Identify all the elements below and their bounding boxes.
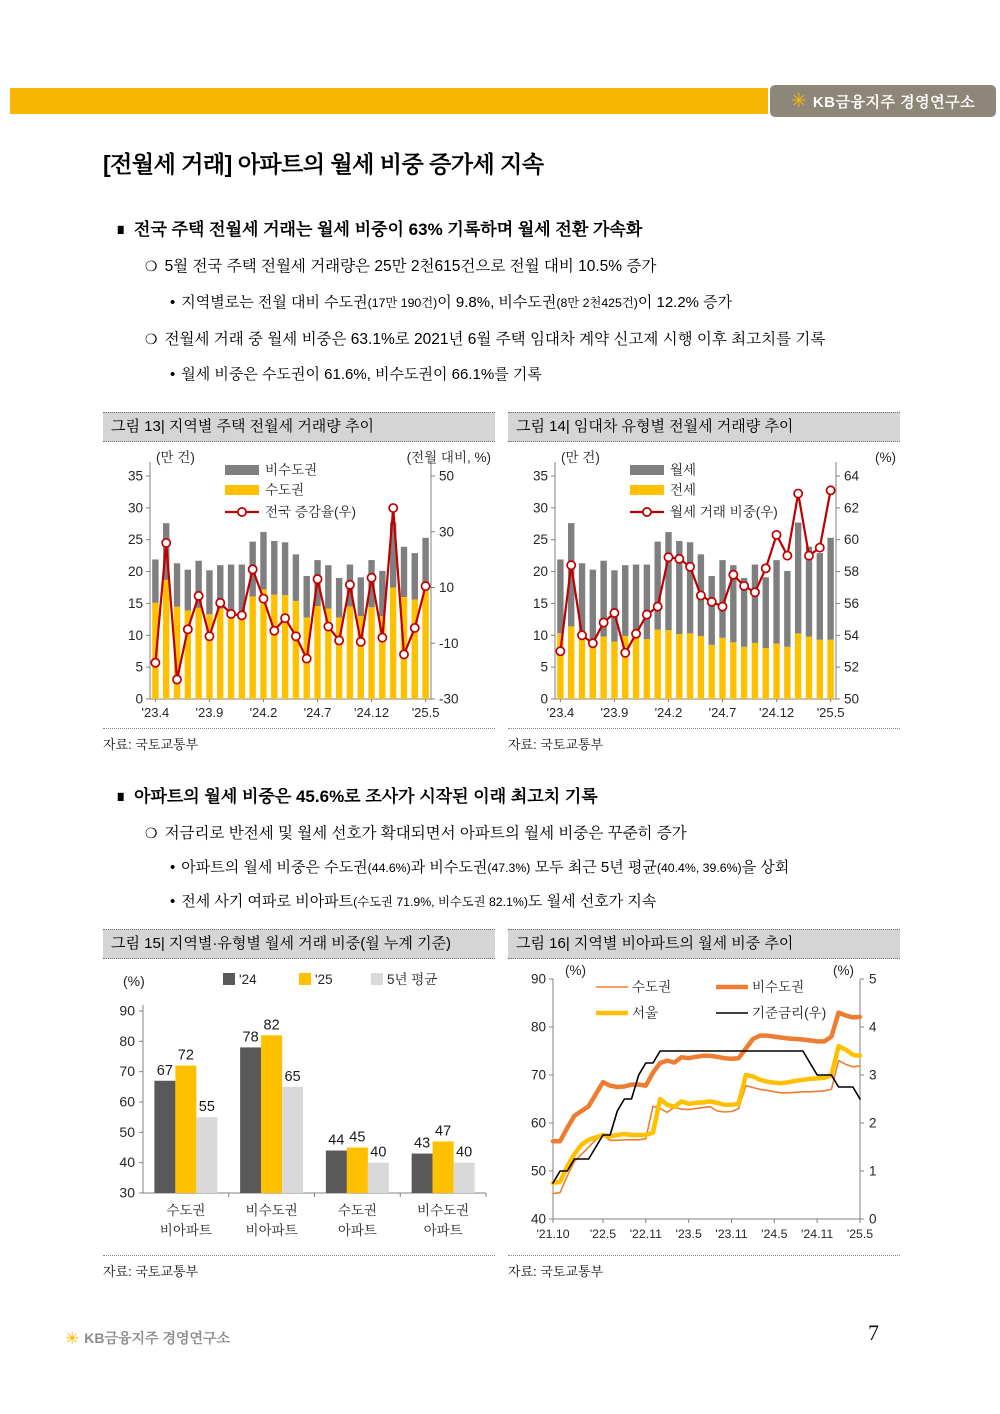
svg-text:서울: 서울 <box>632 1005 659 1021</box>
svg-text:-30: -30 <box>439 691 459 707</box>
section-1-heading-text: 전국 주택 전월세 거래는 월세 비중이 63% 기록하며 월세 전환 가속화 <box>134 220 643 239</box>
svg-text:60: 60 <box>844 532 860 548</box>
svg-text:50: 50 <box>119 1123 135 1140</box>
square-bullet-icon: ■ <box>117 787 125 806</box>
svg-text:월세: 월세 <box>670 462 697 478</box>
text-segment: 이 12.2% 증가 <box>637 294 733 311</box>
bullet-1-2 <box>145 327 825 349</box>
text-segment: 저금리로 반전세 및 월세 선호가 확대되면서 아파트의 월세 비중은 꾸준히 증가 <box>164 825 687 842</box>
svg-text:55: 55 <box>198 1099 215 1116</box>
figure-14 <box>508 412 900 753</box>
sub-bullet-1-2-1 <box>170 363 542 384</box>
figure-14-source: 자료: 국토교통부 <box>508 728 900 753</box>
svg-text:아파트: 아파트 <box>337 1223 377 1238</box>
svg-text:40: 40 <box>119 1154 135 1171</box>
svg-text:47: 47 <box>435 1123 452 1140</box>
svg-text:'22.5: '22.5 <box>589 1227 617 1241</box>
section-2-heading <box>117 782 598 807</box>
svg-text:10: 10 <box>532 627 548 643</box>
svg-text:70: 70 <box>119 1063 135 1080</box>
svg-text:'24.12: '24.12 <box>354 705 390 720</box>
kb-star-icon: ✳ <box>790 90 807 112</box>
svg-text:(만 건): (만 건) <box>156 450 195 465</box>
svg-text:'24.2: '24.2 <box>249 705 278 720</box>
svg-text:30: 30 <box>119 1184 135 1201</box>
svg-text:80: 80 <box>119 1032 135 1049</box>
svg-text:월세 거래 비중(우): 월세 거래 비중(우) <box>670 504 778 520</box>
svg-text:(%): (%) <box>833 963 854 978</box>
bullet-2-1 <box>145 821 687 843</box>
svg-text:아파트: 아파트 <box>423 1223 463 1238</box>
bullet-text <box>165 258 657 275</box>
text-segment: 과 비수도권 <box>410 859 488 876</box>
svg-text:'25.5: '25.5 <box>846 1227 874 1241</box>
text-segment: (40.4%, 39.6%) <box>656 861 742 875</box>
svg-text:'23.9: '23.9 <box>600 705 629 720</box>
svg-text:수도권: 수도권 <box>337 1203 377 1218</box>
svg-text:수도권: 수도권 <box>265 482 305 498</box>
svg-text:20: 20 <box>532 564 548 580</box>
svg-text:(%): (%) <box>875 450 896 465</box>
svg-text:67: 67 <box>156 1062 173 1079</box>
figure-14-chart <box>508 444 900 724</box>
svg-text:'23.4: '23.4 <box>141 705 170 720</box>
page-title: [전월세 거래] 아파트의 월세 비중 증가세 지속 <box>103 151 544 177</box>
legend <box>223 971 437 987</box>
text-segment: 전세 사기 여파로 비아파트 <box>181 893 354 910</box>
svg-text:60: 60 <box>119 1093 135 1110</box>
circle-bullet-icon: ❍ <box>145 825 158 841</box>
svg-text:30: 30 <box>127 500 143 516</box>
figure-16 <box>508 929 900 1280</box>
svg-text:'21.10: '21.10 <box>536 1227 570 1241</box>
svg-text:80: 80 <box>530 1019 546 1035</box>
svg-text:20: 20 <box>127 564 143 580</box>
svg-text:58: 58 <box>844 564 860 580</box>
svg-text:비수도권: 비수도권 <box>752 979 805 995</box>
svg-text:(만 건): (만 건) <box>561 450 600 465</box>
section-2-heading-text: 아파트의 월세 비중은 45.6%로 조사가 시작된 이래 최고치 기록 <box>134 787 598 806</box>
svg-text:90: 90 <box>119 1002 135 1019</box>
svg-text:전세: 전세 <box>670 482 697 498</box>
svg-text:35: 35 <box>127 468 143 484</box>
svg-text:0: 0 <box>135 691 143 707</box>
text-segment: 이 9.8%, 비수도권 <box>437 294 557 311</box>
svg-text:5: 5 <box>135 659 143 675</box>
svg-text:50: 50 <box>844 691 860 707</box>
figure-14-title: 그림 14| 임대차 유형별 전월세 거래량 추이 <box>508 412 900 442</box>
figure-13-chart <box>103 444 495 724</box>
text-segment: (8만 2천425건) <box>556 296 638 310</box>
svg-text:60: 60 <box>530 1115 546 1131</box>
svg-text:54: 54 <box>844 627 860 643</box>
bullet-1-1 <box>145 254 656 276</box>
svg-text:25: 25 <box>532 532 548 548</box>
bullet-text <box>165 331 826 348</box>
sub-bullet-text <box>181 294 732 311</box>
svg-text:62: 62 <box>844 500 860 516</box>
bullet-text <box>165 825 687 842</box>
sub-bullet-2-1-1 <box>170 856 789 877</box>
figure-15-source: 자료: 국토교통부 <box>103 1255 495 1280</box>
svg-text:40: 40 <box>456 1144 473 1161</box>
text-segment: 도 월세 선호가 지속 <box>527 893 657 910</box>
header-brand-text: KB금융지주 경영연구소 <box>812 93 976 111</box>
svg-text:65: 65 <box>284 1068 301 1085</box>
svg-text:비수도권: 비수도권 <box>245 1203 298 1218</box>
svg-text:'24: '24 <box>239 972 257 987</box>
svg-text:70: 70 <box>530 1067 546 1083</box>
svg-text:'23.5: '23.5 <box>675 1227 702 1241</box>
svg-text:(%): (%) <box>123 973 145 989</box>
text-segment: 5월 전국 주택 전월세 거래량은 25만 2천615건으로 전월 대비 10.5% 증가 <box>164 258 657 275</box>
footer-brand-text: KB금융지주 경영연구소 <box>84 1330 231 1346</box>
svg-text:40: 40 <box>530 1211 546 1227</box>
header-brand-logo <box>770 85 996 117</box>
svg-text:30: 30 <box>439 524 455 540</box>
svg-text:0: 0 <box>540 691 548 707</box>
figure-13-source: 자료: 국토교통부 <box>103 728 495 753</box>
line-series <box>151 504 429 684</box>
sub-bullet-text <box>181 366 542 383</box>
svg-text:'23.11: '23.11 <box>715 1227 748 1241</box>
svg-text:4: 4 <box>869 1019 877 1035</box>
sub-bullet-text <box>181 859 789 876</box>
footer-brand-logo <box>65 1328 230 1348</box>
text-segment: 지역별로는 전월 대비 수도권 <box>181 294 368 311</box>
figure-15-chart <box>103 961 495 1251</box>
svg-text:78: 78 <box>242 1029 259 1046</box>
svg-text:'25: '25 <box>315 972 333 987</box>
svg-text:50: 50 <box>530 1163 546 1179</box>
svg-text:15: 15 <box>532 595 548 611</box>
svg-text:5: 5 <box>869 971 877 987</box>
sub-bullet-2-1-2 <box>170 890 656 911</box>
figure-13 <box>103 412 495 753</box>
svg-text:기준금리(우): 기준금리(우) <box>752 1005 827 1021</box>
text-segment: (44.6%) <box>367 861 411 875</box>
svg-text:'24.5: '24.5 <box>761 1227 788 1241</box>
text-segment: 월세 비중은 수도권이 61.6%, 비수도권이 66.1%를 기록 <box>181 366 542 383</box>
svg-text:44: 44 <box>328 1132 345 1149</box>
dot-bullet-icon: • <box>170 893 176 910</box>
figure-15 <box>103 929 495 1280</box>
legend <box>596 979 826 1021</box>
svg-text:10: 10 <box>127 627 143 643</box>
svg-text:15: 15 <box>127 595 143 611</box>
svg-text:25: 25 <box>127 532 143 548</box>
svg-text:30: 30 <box>532 500 548 516</box>
text-segment: (47.3%) <box>487 861 531 875</box>
svg-text:'24.11: '24.11 <box>801 1227 834 1241</box>
svg-text:1: 1 <box>869 1163 877 1179</box>
kb-star-icon: ✳ <box>65 1328 80 1348</box>
dot-bullet-icon: • <box>170 366 176 383</box>
dot-bullet-icon: • <box>170 294 176 311</box>
sub-bullet-text <box>181 893 656 910</box>
svg-text:(%): (%) <box>565 963 586 978</box>
figure-13-title: 그림 13| 지역별 주택 전월세 거래량 추이 <box>103 412 495 442</box>
page-number: 7 <box>868 1320 879 1345</box>
dot-bullet-icon: • <box>170 859 176 876</box>
svg-text:비수도권: 비수도권 <box>265 462 318 478</box>
svg-text:수도권: 수도권 <box>632 979 672 995</box>
svg-text:'24.12: '24.12 <box>759 705 795 720</box>
svg-text:2: 2 <box>869 1115 877 1131</box>
svg-text:'23.4: '23.4 <box>546 705 575 720</box>
svg-text:45: 45 <box>349 1129 366 1146</box>
section-1-heading <box>117 215 642 240</box>
svg-text:3: 3 <box>869 1067 877 1083</box>
header-accent-bar <box>10 88 768 114</box>
svg-text:5: 5 <box>540 659 548 675</box>
figure-15-title: 그림 15| 지역별·유형별 월세 거래 비중(월 누계 기준) <box>103 929 495 959</box>
circle-bullet-icon: ❍ <box>145 258 158 274</box>
svg-text:비아파트: 비아파트 <box>159 1223 212 1238</box>
figure-16-source: 자료: 국토교통부 <box>508 1255 900 1280</box>
line-series <box>553 1013 860 1194</box>
text-segment: (17만 190건) <box>367 296 438 310</box>
text-segment: 을 상회 <box>741 859 790 876</box>
text-segment: 아파트의 월세 비중은 수도권 <box>181 859 368 876</box>
svg-text:56: 56 <box>844 595 860 611</box>
svg-text:43: 43 <box>414 1135 431 1152</box>
svg-text:-10: -10 <box>439 635 459 651</box>
legend <box>225 462 356 520</box>
svg-text:50: 50 <box>439 468 455 484</box>
svg-text:82: 82 <box>263 1017 280 1034</box>
circle-bullet-icon: ❍ <box>145 331 158 347</box>
text-segment: 모두 최근 5년 평균 <box>530 859 657 876</box>
svg-text:수도권: 수도권 <box>166 1203 206 1218</box>
svg-text:40: 40 <box>370 1144 387 1161</box>
svg-text:'22.11: '22.11 <box>629 1227 662 1241</box>
svg-text:52: 52 <box>844 659 860 675</box>
svg-text:(전월 대비, %): (전월 대비, %) <box>406 450 491 465</box>
svg-text:'23.9: '23.9 <box>195 705 224 720</box>
figure-16-title: 그림 16| 지역별 비아파트의 월세 비중 추이 <box>508 929 900 959</box>
svg-text:'24.7: '24.7 <box>708 705 737 720</box>
svg-text:0: 0 <box>869 1211 877 1227</box>
svg-text:'24.2: '24.2 <box>654 705 683 720</box>
svg-text:64: 64 <box>844 468 860 484</box>
svg-text:비수도권: 비수도권 <box>417 1203 470 1218</box>
figure-16-chart <box>508 961 900 1251</box>
svg-text:'25.5: '25.5 <box>816 705 845 720</box>
square-bullet-icon: ■ <box>117 220 125 239</box>
svg-text:72: 72 <box>177 1047 194 1064</box>
sub-bullet-1-1-1 <box>170 291 732 312</box>
svg-text:90: 90 <box>530 971 546 987</box>
svg-text:비아파트: 비아파트 <box>245 1223 298 1238</box>
svg-text:전국 증감율(우): 전국 증감율(우) <box>265 504 356 520</box>
text-segment: (수도권 71.9%, 비수도권 82.1%) <box>353 895 528 909</box>
svg-text:35: 35 <box>532 468 548 484</box>
svg-text:5년 평균: 5년 평균 <box>387 972 438 987</box>
svg-text:10: 10 <box>439 580 455 595</box>
svg-text:'25.5: '25.5 <box>411 705 440 720</box>
text-segment: 전월세 거래 중 월세 비중은 63.1%로 2021년 6월 주택 임대차 계약 신고제 시행 이후 최고치를 기록 <box>164 331 826 348</box>
svg-text:'24.7: '24.7 <box>303 705 332 720</box>
bars-group <box>557 523 834 699</box>
legend <box>630 462 778 520</box>
